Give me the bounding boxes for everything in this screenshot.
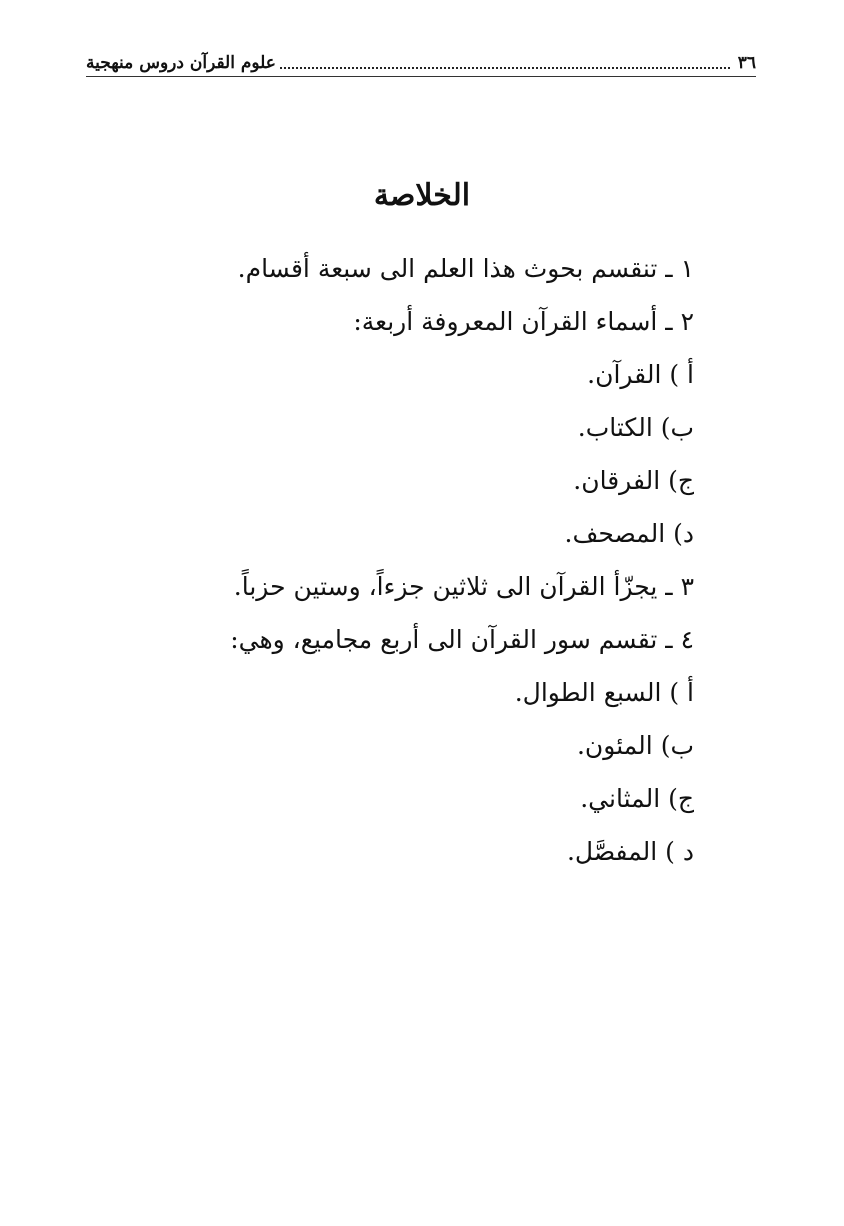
summary-point-4: ٤ ـ تقسم سور القرآن الى أربع مجاميع، وهي: <box>230 625 694 654</box>
surah-group-item: ب) المئون. <box>576 731 694 760</box>
surah-group-item: د ) المفصَّل. <box>566 837 694 866</box>
summary-list <box>134 242 694 878</box>
quran-name-item: د) المصحف. <box>564 519 694 548</box>
quran-name-item: ب) الكتاب. <box>577 413 694 442</box>
section-heading: الخلاصة <box>373 178 471 213</box>
summary-point-2: ٢ ـ أسماء القرآن المعروفة أربعة: <box>353 307 694 336</box>
book-title: علوم القرآن دروس منهجية <box>86 53 276 73</box>
summary-point-1: ١ ـ تنقسم بحوث هذا العلم الى سبعة أقسام. <box>237 254 694 283</box>
surah-group-item: أ ) السبع الطوال. <box>514 678 694 707</box>
summary-point-3: ٣ ـ يجزّأ القرآن الى ثلاثين جزءاً، وستين حزباً. <box>233 572 694 601</box>
header-rule <box>86 76 756 77</box>
surah-group-item: ج) المثاني. <box>580 784 694 813</box>
quran-name-item: ج) الفرقان. <box>573 466 694 495</box>
running-header <box>86 42 756 72</box>
dotted-leader <box>280 66 730 69</box>
page-number: ٣٦ <box>737 53 756 73</box>
quran-name-item: أ ) القرآن. <box>587 360 694 389</box>
